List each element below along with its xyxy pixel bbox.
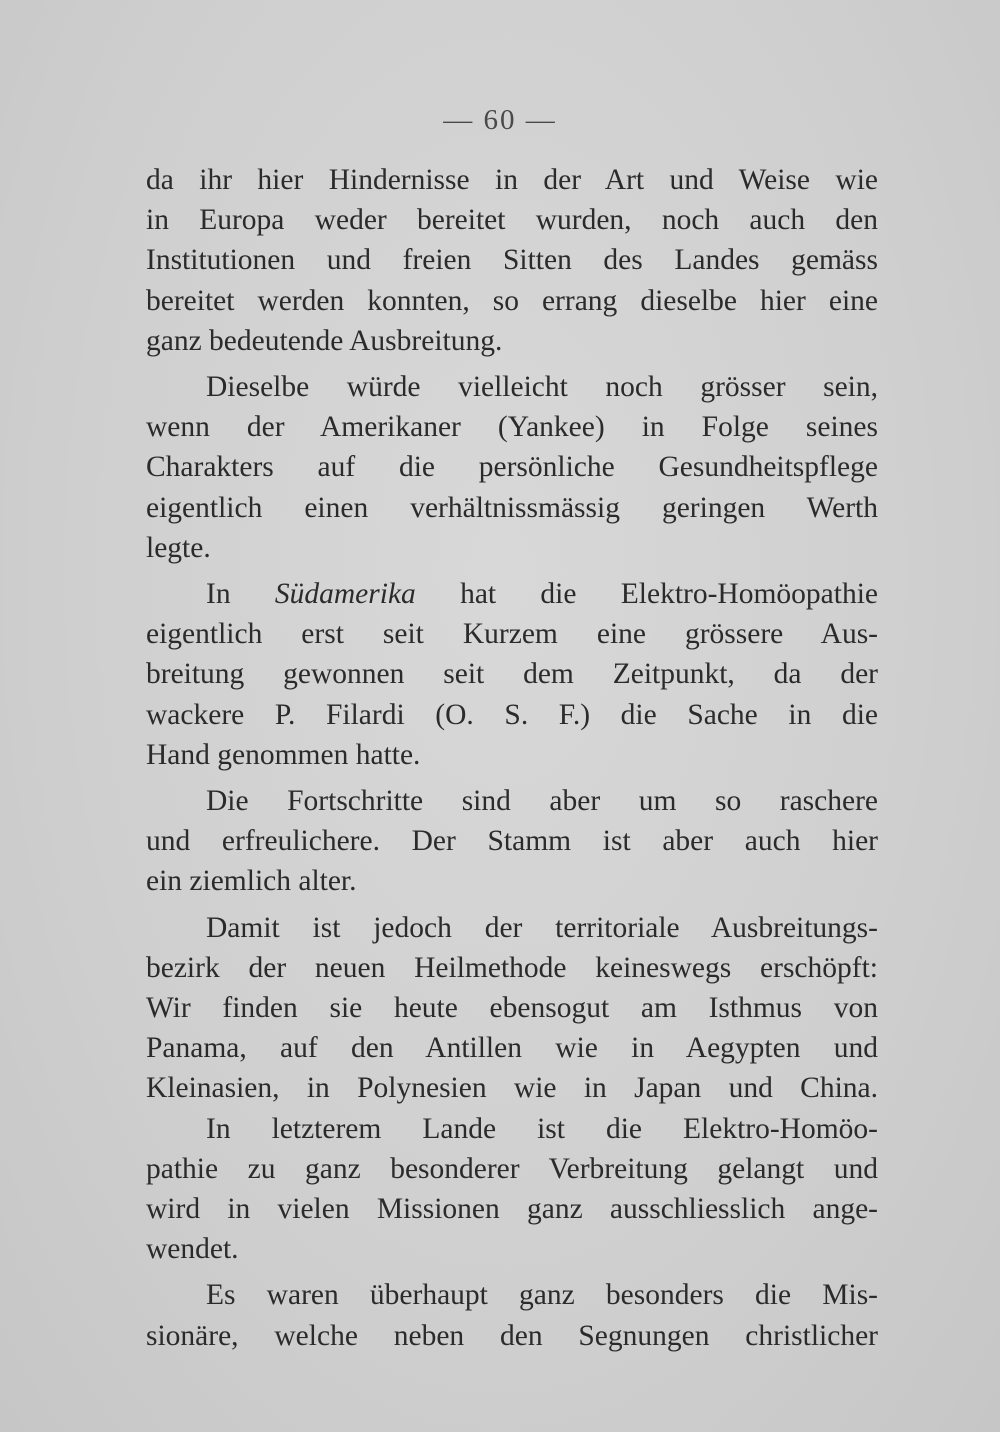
text-line: Kleinasien, in Polynesien wie in Japan und China. xyxy=(146,1072,878,1105)
text-line: In letzterem Lande ist die Elektro-Homöo- xyxy=(206,1112,878,1145)
text-line: ein ziemlich alter. xyxy=(146,865,357,898)
text-line: Dieselbe würde vielleicht noch grösser sein, xyxy=(206,371,878,404)
text-line: eigentlich erst seit Kurzem eine grössere Aus- xyxy=(146,618,878,651)
text-line xyxy=(146,574,878,614)
text-line: eigentlich einen verhältnissmässig geringen Werth xyxy=(146,491,878,524)
text-line: Panama, auf den Antillen wie in Aegypten und xyxy=(146,1032,878,1065)
text-line: wendet. xyxy=(146,1233,239,1266)
text-line: wackere P. Filardi (O. S. F.) die Sache in die xyxy=(146,698,878,731)
text-line: ganz bedeutende Ausbreitung. xyxy=(146,324,503,357)
text-line: da ihr hier Hindernisse in der Art und Weise wie xyxy=(146,164,878,196)
text-line: und erfreulichere. Der Stamm ist aber auch hier xyxy=(146,825,878,858)
text-line: bereitet werden konnten, so errang dieselbe hier eine xyxy=(146,284,878,317)
text-line: Wir finden sie heute ebensogut am Isthmus von xyxy=(146,992,878,1025)
text-line: Es waren überhaupt ganz besonders die Mis- xyxy=(206,1279,878,1312)
text-line: pathie zu ganz besonderer Verbreitung gelangt und xyxy=(146,1152,878,1185)
text-line: Damit ist jedoch der territoriale Ausbreitungs- xyxy=(206,911,878,944)
text-line: in Europa weder bereitet wurden, noch auch den xyxy=(146,204,878,237)
text-line: legte. xyxy=(146,531,211,564)
text-fragment: hat die Elektro-Homöopathie xyxy=(460,578,878,611)
text-line: sionäre, welche neben den Segnungen christlicher xyxy=(146,1319,878,1352)
text-line: Institutionen und freien Sitten des Landes gemäss xyxy=(146,244,878,277)
text-line: breitung gewonnen seit dem Zeitpunkt, da der xyxy=(146,658,878,691)
text-line: bezirk der neuen Heilmethode keineswegs erschöpft: xyxy=(146,951,878,984)
text-line: wenn der Amerikaner (Yankee) in Folge seines xyxy=(146,411,878,444)
place-name-italic: Südamerika xyxy=(274,578,416,611)
text-line: wird in vielen Missionen ganz ausschliesslich ange- xyxy=(146,1193,878,1226)
text-fragment: In xyxy=(206,578,231,611)
body-text xyxy=(146,160,878,1356)
text-line: Die Fortschritte sind aber um so raschere xyxy=(206,785,878,818)
text-line: Charakters auf die persönliche Gesundheitspflege xyxy=(146,451,878,484)
text-line: Hand genommen hatte. xyxy=(146,738,421,771)
page-number: — 60 — xyxy=(443,104,557,136)
